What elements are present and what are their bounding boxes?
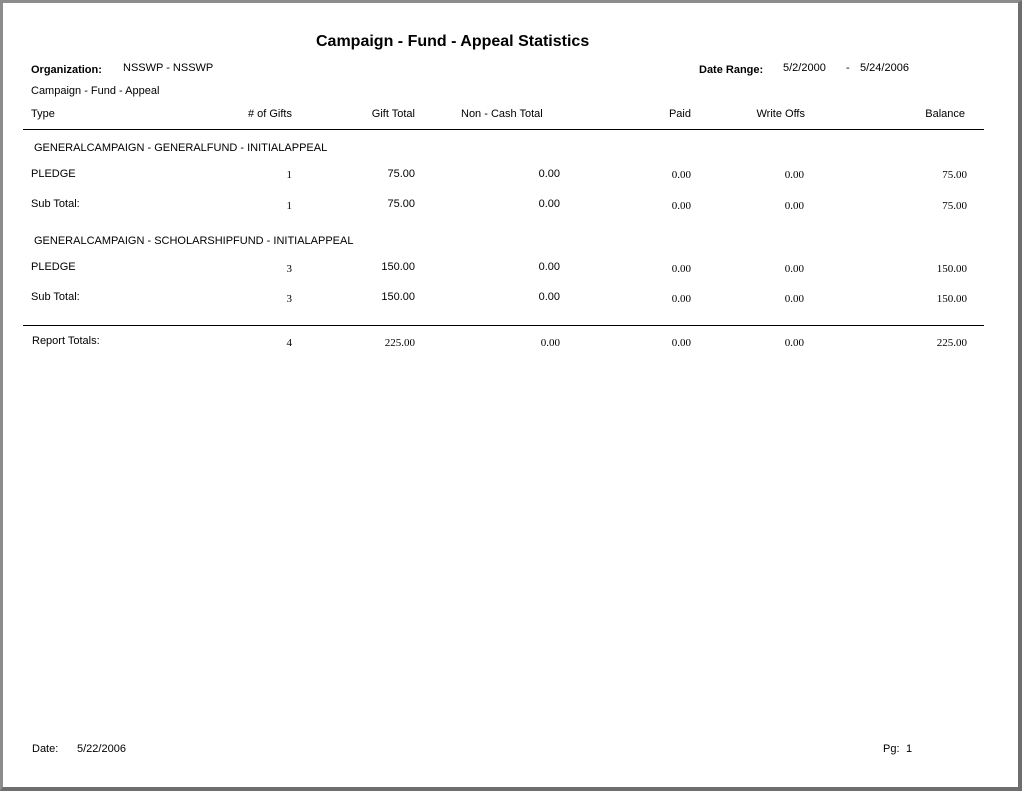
row-paid: 0.00: [671, 263, 691, 275]
subtotal-paid: 0.00: [671, 293, 691, 305]
row-balance: 150.00: [936, 263, 967, 275]
subtotal-balance: 150.00: [936, 293, 967, 305]
subtotal-non-cash-total: 0.00: [538, 291, 560, 303]
report-totals-write-offs: 0.00: [784, 337, 804, 349]
date-range-start: 5/2/2000: [783, 62, 826, 74]
date-range-separator: -: [846, 62, 850, 74]
report-title: Campaign - Fund - Appeal Statistics: [316, 33, 590, 50]
row-paid: 0.00: [671, 169, 691, 181]
totals-divider: [23, 325, 984, 326]
row-gifts: 1: [286, 169, 292, 181]
row-non-cash-total: 0.00: [538, 261, 560, 273]
column-header-balance: Balance: [925, 108, 965, 120]
column-header-paid: Paid: [668, 108, 691, 120]
report-totals-balance: 225.00: [936, 337, 967, 349]
report-totals-non-cash-total: 0.00: [540, 337, 560, 349]
subtotal-gift-total: 150.00: [381, 291, 415, 303]
row-gift-total: 75.00: [387, 168, 415, 180]
header-divider: [23, 129, 984, 130]
column-header-non-cash-total: Non - Cash Total: [461, 108, 543, 120]
subtotal-non-cash-total: 0.00: [538, 198, 560, 210]
group-heading: GENERALCAMPAIGN - GENERALFUND - INITIALAPPEAL: [34, 142, 328, 154]
row-non-cash-total: 0.00: [538, 168, 560, 180]
footer-date-value: 5/22/2006: [77, 743, 126, 755]
subtotal-balance: 75.00: [942, 200, 967, 212]
group-heading: GENERALCAMPAIGN - SCHOLARSHIPFUND - INITIALAPPEAL: [34, 235, 354, 247]
subtotal-gifts: 3: [286, 293, 292, 305]
subtotal-write-offs: 0.00: [784, 200, 804, 212]
row-write-offs: 0.00: [784, 169, 804, 181]
column-header-gifts: # of Gifts: [247, 108, 292, 120]
row-gifts: 3: [286, 263, 292, 275]
subtotal-write-offs: 0.00: [784, 293, 804, 305]
organization-label: Organization:: [31, 64, 102, 76]
row-type: PLEDGE: [31, 261, 76, 273]
report-totals-label: Report Totals:: [32, 335, 100, 347]
date-range-end: 5/24/2006: [860, 62, 909, 74]
organization-value: NSSWP - NSSWP: [123, 62, 214, 74]
footer-page-value: 1: [906, 743, 913, 755]
subtotal-paid: 0.00: [671, 200, 691, 212]
row-write-offs: 0.00: [784, 263, 804, 275]
report-totals-gift-total: 225.00: [384, 337, 415, 349]
subtotal-gifts: 1: [286, 200, 292, 212]
footer-date-label: Date:: [32, 743, 59, 755]
subtotal-label: Sub Total:: [31, 291, 80, 303]
column-header-type: Type: [31, 108, 55, 120]
footer-page-label: Pg:: [883, 743, 900, 755]
row-gift-total: 150.00: [381, 261, 415, 273]
subtotal-label: Sub Total:: [31, 198, 80, 210]
subtotal-gift-total: 75.00: [387, 198, 415, 210]
column-header-gift-total: Gift Total: [371, 108, 415, 120]
date-range-label: Date Range:: [699, 64, 764, 76]
grouping-label: Campaign - Fund - Appeal: [31, 85, 160, 97]
report-totals-gifts: 4: [286, 337, 292, 349]
row-type: PLEDGE: [31, 168, 76, 180]
report-totals-paid: 0.00: [671, 337, 691, 349]
column-header-write-offs: Write Offs: [756, 108, 805, 120]
row-balance: 75.00: [942, 169, 967, 181]
